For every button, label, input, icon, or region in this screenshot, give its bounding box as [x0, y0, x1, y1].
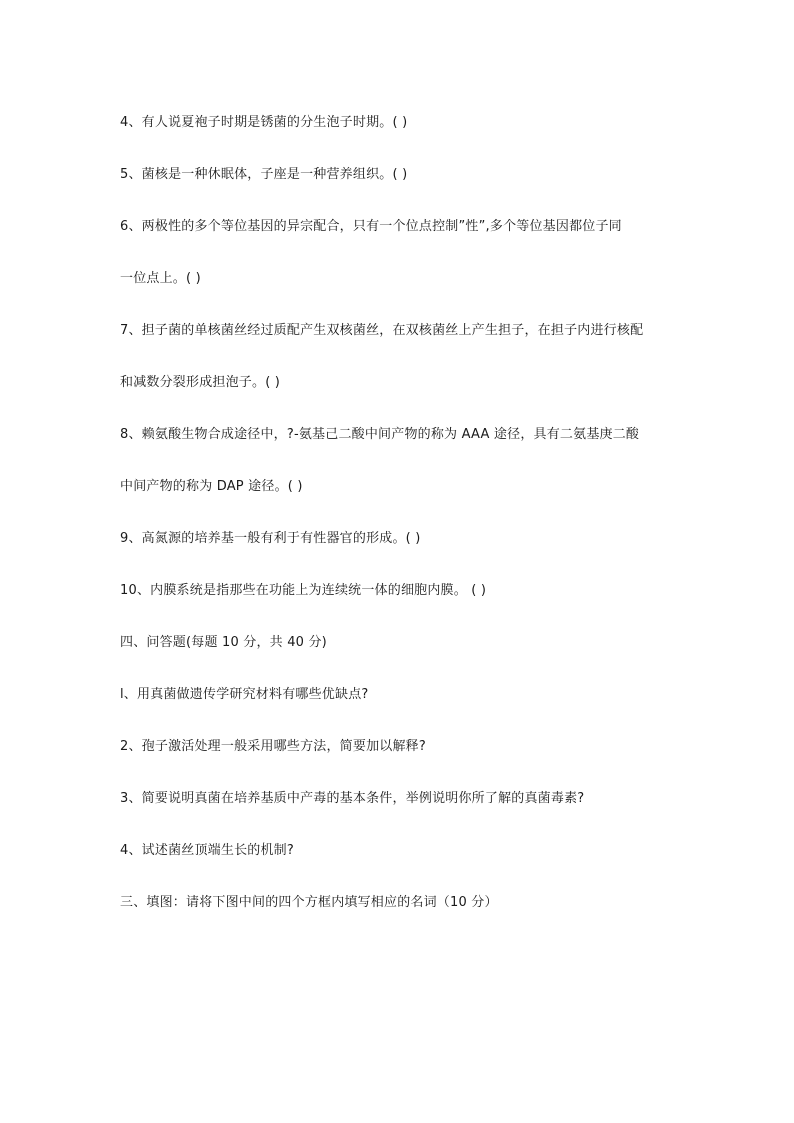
question-qa-2: 2、孢子激活处理一般采用哪些方法，简要加以解释? [120, 739, 426, 754]
question-qa-4: 4、试述菌丝顶端生长的机制? [120, 843, 294, 858]
section-heading-qa: 四、问答题(每题 10 分，共 40 分) [120, 635, 327, 650]
question-tf-10: 10、内膜系统是指那些在功能上为连续统一体的细胞内膜。 ( ) [120, 583, 487, 598]
question-tf-8-line-2: 中间产物的称为 DAP 途径。( ) [120, 479, 303, 494]
question-tf-6-line-2: 一位点上。( ) [120, 271, 201, 286]
question-tf-5: 5、菌核是一种休眠体，子座是一种营养组织。( ) [120, 167, 408, 182]
question-tf-9: 9、高氮源的培养基一般有利于有性器官的形成。( ) [120, 531, 421, 546]
question-tf-7-line-1: 7、担子菌的单核菌丝经过质配产生双核菌丝，在双核菌丝上产生担子，在担子内进行核配 [120, 323, 644, 338]
question-tf-8-line-1: 8、赖氨酸生物合成途径中，?-氨基己二酸中间产物的称为 AAA 途径，具有二氨基庚二酸 [120, 427, 640, 442]
question-tf-7-line-2: 和减数分裂形成担泡子。( ) [120, 375, 281, 390]
question-tf-4: 4、有人说夏袍子时期是锈菌的分生泡子时期。( ) [120, 115, 408, 130]
question-qa-1: l、用真菌做遗传学研究材料有哪些优缺点? [120, 687, 369, 702]
question-tf-6-line-1: 6、两极性的多个等位基因的异宗配合，只有一个位点控制”性”,多个等位基因都位子同 [120, 219, 622, 234]
question-qa-3: 3、简要说明真菌在培养基质中产毒的基本条件，举例说明你所了解的真菌毒素? [120, 791, 585, 806]
section-heading-fill-diagram: 三、填图：请将下图中间的四个方框内填写相应的名词（10 分） [120, 895, 498, 910]
